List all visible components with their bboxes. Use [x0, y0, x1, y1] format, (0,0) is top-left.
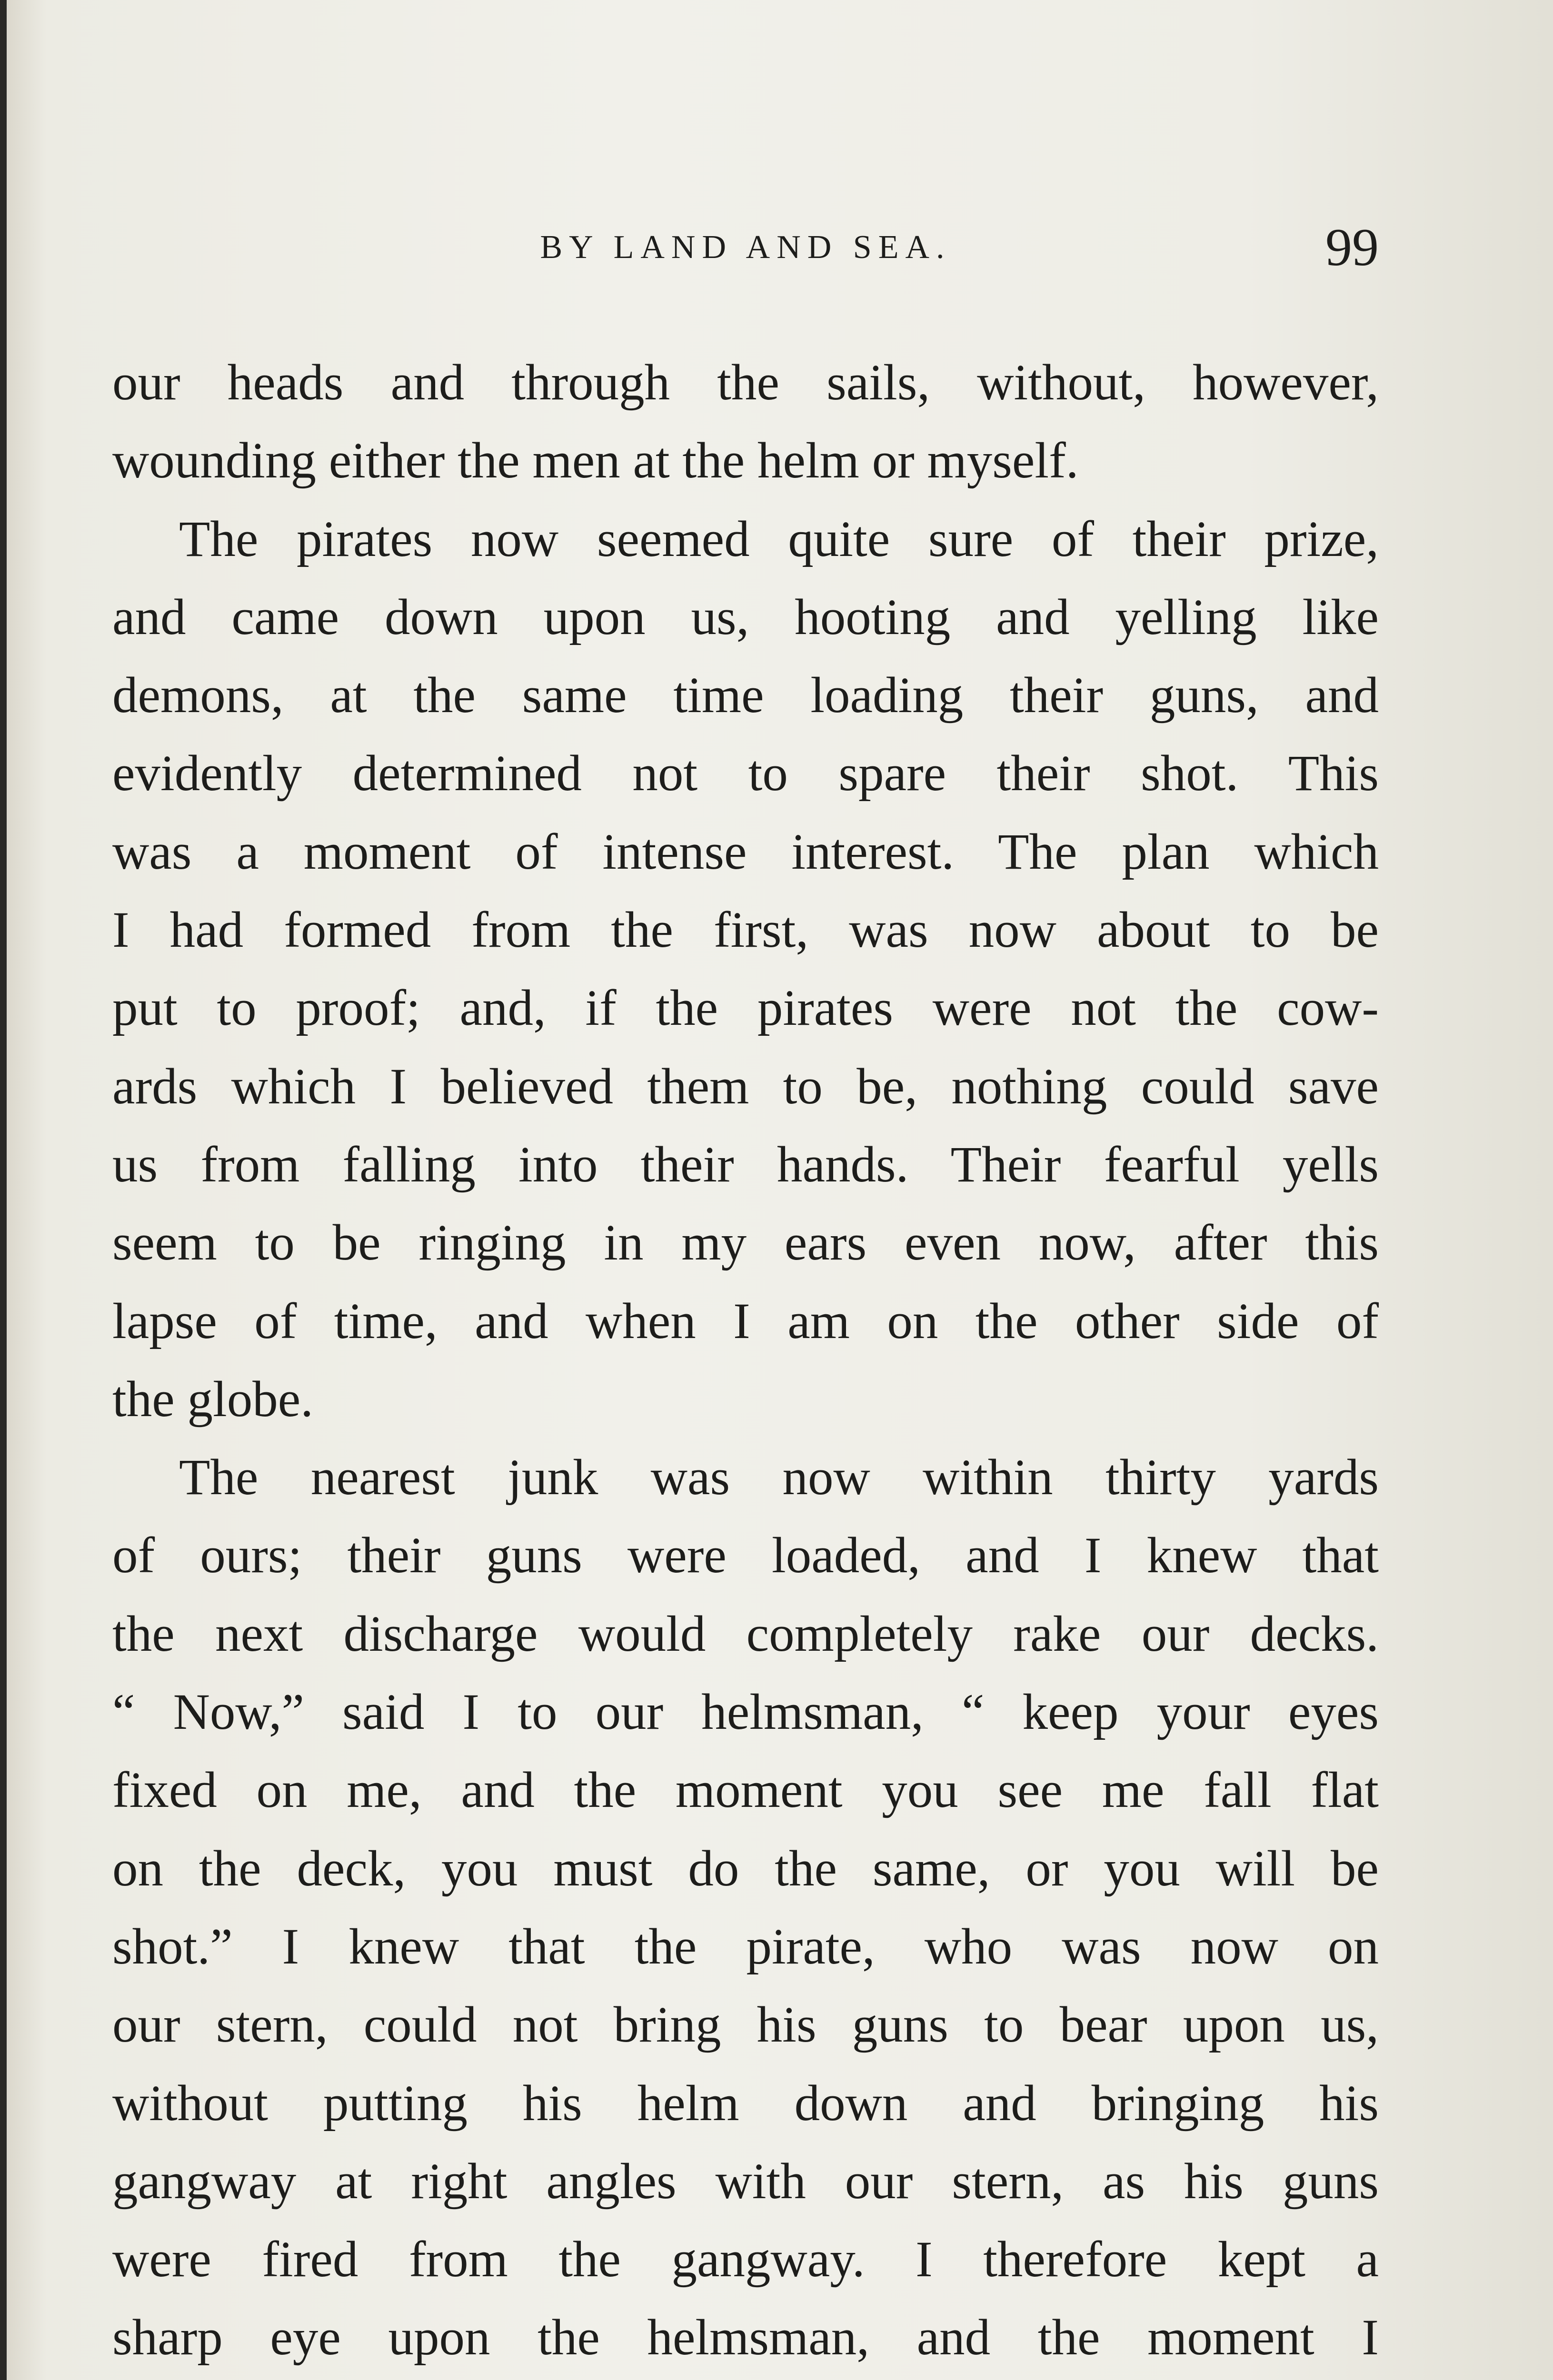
text-line: without putting his helm down and bringing his: [112, 2075, 1379, 2132]
text-line: demons, at the same time loading their guns, and: [112, 667, 1379, 724]
text-line: “ Now,” said I to our helmsman, “ keep your eyes: [112, 1684, 1379, 1741]
text-line: The nearest junk was now within thirty yards: [179, 1449, 1379, 1506]
text-line: wounding either the men at the helm or myself.: [112, 433, 1079, 489]
text-line: on the deck, you must do the same, or you will be: [112, 1840, 1379, 1897]
text-line: were fired from the gangway. I therefore kept a: [112, 2231, 1379, 2288]
text-line: [112, 2377, 1379, 2380]
text-line: shot.” I knew that the pirate, who was now on: [112, 1918, 1379, 1975]
running-head: BY LAND AND SEA.: [540, 229, 951, 266]
text-line: put to proof; and, if the pirates were not the cow-: [112, 980, 1379, 1037]
text-line: and came down upon us, hooting and yelling like: [112, 589, 1379, 645]
text-line: sharp eye upon the helmsman, and the moment I: [112, 2310, 1379, 2366]
page-header: [112, 217, 1379, 278]
text-line: fixed on me, and the moment you see me fall flat: [112, 1762, 1379, 1819]
text-line: lapse of time, and when I am on the other side of: [112, 1293, 1379, 1349]
text-line: the next discharge would completely rake our decks.: [112, 1606, 1379, 1662]
text-line: us from falling into their hands. Their fearful yells: [112, 1136, 1379, 1193]
text-line: seem to be ringing in my ears even now, after this: [112, 1215, 1379, 1271]
text-line: was a moment of intense interest. The plan which: [112, 823, 1379, 880]
text-line: The pirates now seemed quite sure of their prize,: [179, 511, 1379, 567]
text-line: gangway at right angles with our stern, as his guns: [112, 2153, 1379, 2210]
text-line: our heads and through the sails, without, however,: [112, 355, 1379, 411]
text-line: the globe.: [112, 1371, 313, 1428]
text-line: evidently determined not to spare their shot. This: [112, 745, 1379, 802]
page-number: 99: [1325, 218, 1379, 277]
text-line: our stern, could not bring his guns to bear upon us,: [112, 1997, 1379, 2053]
page-binding-edge: [0, 0, 7, 2380]
text-line: I had formed from the first, was now about to be: [112, 902, 1379, 959]
text-line: of ours; their guns were loaded, and I knew that: [112, 1527, 1379, 1584]
body-text: [112, 344, 1379, 2380]
text-line: ards which I believed them to be, nothing could save: [112, 1058, 1379, 1115]
